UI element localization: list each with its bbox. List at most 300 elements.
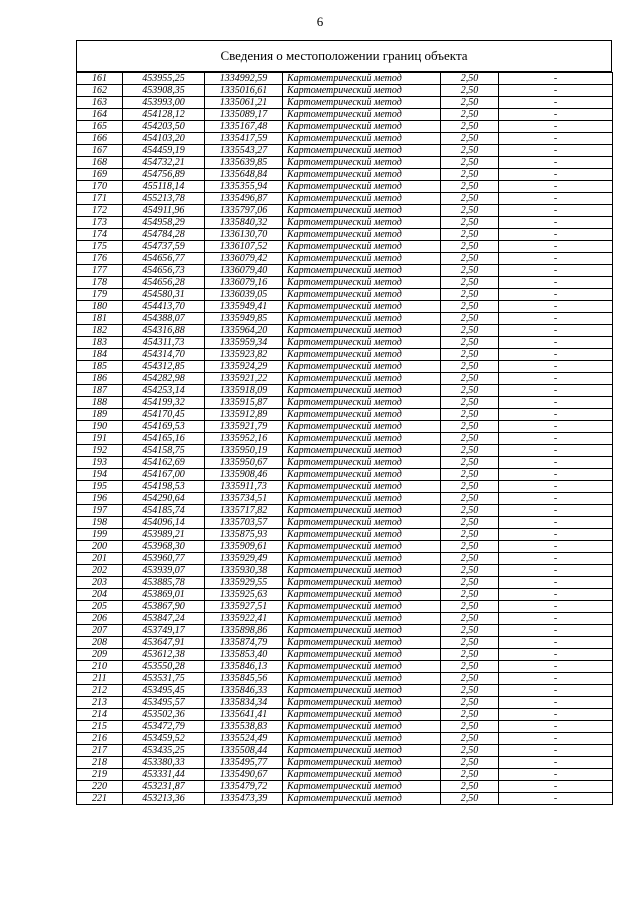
note-cell: -	[499, 229, 613, 241]
y-coordinate-cell: 1335355,94	[205, 181, 283, 193]
note-cell: -	[499, 193, 613, 205]
note-cell: -	[499, 445, 613, 457]
table-row	[77, 781, 613, 793]
accuracy-cell: 2,50	[441, 745, 499, 757]
y-coordinate-cell: 1335950,67	[205, 457, 283, 469]
point-number-cell: 197	[77, 505, 123, 517]
accuracy-cell: 2,50	[441, 769, 499, 781]
method-cell: Картометрический метод	[283, 145, 441, 157]
note-cell: -	[499, 709, 613, 721]
accuracy-cell: 2,50	[441, 289, 499, 301]
accuracy-cell: 2,50	[441, 577, 499, 589]
y-coordinate-cell: 1335797,06	[205, 205, 283, 217]
note-cell: -	[499, 541, 613, 553]
method-cell: Картометрический метод	[283, 277, 441, 289]
accuracy-cell: 2,50	[441, 133, 499, 145]
method-cell: Картометрический метод	[283, 793, 441, 805]
method-cell: Картометрический метод	[283, 769, 441, 781]
point-number-cell: 168	[77, 157, 123, 169]
accuracy-cell: 2,50	[441, 265, 499, 277]
point-number-cell: 190	[77, 421, 123, 433]
note-cell: -	[499, 733, 613, 745]
point-number-cell: 163	[77, 97, 123, 109]
x-coordinate-cell: 454388,07	[123, 313, 205, 325]
note-cell: -	[499, 205, 613, 217]
table-row	[77, 457, 613, 469]
table-row	[77, 337, 613, 349]
y-coordinate-cell: 1335915,87	[205, 397, 283, 409]
y-coordinate-cell: 1335543,27	[205, 145, 283, 157]
x-coordinate-cell: 453989,21	[123, 529, 205, 541]
x-coordinate-cell: 454253,14	[123, 385, 205, 397]
x-coordinate-cell: 453331,44	[123, 769, 205, 781]
note-cell: -	[499, 253, 613, 265]
point-number-cell: 208	[77, 637, 123, 649]
y-coordinate-cell: 1335908,46	[205, 469, 283, 481]
x-coordinate-cell: 453213,36	[123, 793, 205, 805]
table-row	[77, 541, 613, 553]
x-coordinate-cell: 454170,45	[123, 409, 205, 421]
method-cell: Картометрический метод	[283, 649, 441, 661]
point-number-cell: 192	[77, 445, 123, 457]
x-coordinate-cell: 454312,85	[123, 361, 205, 373]
point-number-cell: 203	[77, 577, 123, 589]
method-cell: Картометрический метод	[283, 241, 441, 253]
note-cell: -	[499, 289, 613, 301]
table-row	[77, 313, 613, 325]
table-row	[77, 649, 613, 661]
point-number-cell: 181	[77, 313, 123, 325]
y-coordinate-cell: 1335846,13	[205, 661, 283, 673]
method-cell: Картометрический метод	[283, 493, 441, 505]
note-cell: -	[499, 109, 613, 121]
table-row	[77, 253, 613, 265]
method-cell: Картометрический метод	[283, 109, 441, 121]
note-cell: -	[499, 73, 613, 85]
accuracy-cell: 2,50	[441, 781, 499, 793]
table-row	[77, 721, 613, 733]
method-cell: Картометрический метод	[283, 733, 441, 745]
table-row	[77, 709, 613, 721]
table-row	[77, 745, 613, 757]
x-coordinate-cell: 454198,53	[123, 481, 205, 493]
point-number-cell: 196	[77, 493, 123, 505]
table-row	[77, 325, 613, 337]
point-number-cell: 165	[77, 121, 123, 133]
x-coordinate-cell: 454096,14	[123, 517, 205, 529]
note-cell: -	[499, 277, 613, 289]
method-cell: Картометрический метод	[283, 313, 441, 325]
x-coordinate-cell: 453231,87	[123, 781, 205, 793]
method-cell: Картометрический метод	[283, 637, 441, 649]
accuracy-cell: 2,50	[441, 757, 499, 769]
note-cell: -	[499, 769, 613, 781]
x-coordinate-cell: 453960,77	[123, 553, 205, 565]
table-row	[77, 613, 613, 625]
y-coordinate-cell: 1335918,09	[205, 385, 283, 397]
note-cell: -	[499, 241, 613, 253]
point-number-cell: 214	[77, 709, 123, 721]
table-row	[77, 109, 613, 121]
table-row	[77, 385, 613, 397]
x-coordinate-cell: 454128,12	[123, 109, 205, 121]
y-coordinate-cell: 1335909,61	[205, 541, 283, 553]
accuracy-cell: 2,50	[441, 601, 499, 613]
accuracy-cell: 2,50	[441, 85, 499, 97]
point-number-cell: 161	[77, 73, 123, 85]
accuracy-cell: 2,50	[441, 493, 499, 505]
x-coordinate-cell: 454165,16	[123, 433, 205, 445]
x-coordinate-cell: 455213,78	[123, 193, 205, 205]
method-cell: Картометрический метод	[283, 409, 441, 421]
x-coordinate-cell: 453550,28	[123, 661, 205, 673]
x-coordinate-cell: 454169,53	[123, 421, 205, 433]
y-coordinate-cell: 1335923,82	[205, 349, 283, 361]
accuracy-cell: 2,50	[441, 181, 499, 193]
table-row	[77, 493, 613, 505]
x-coordinate-cell: 453867,90	[123, 601, 205, 613]
method-cell: Картометрический метод	[283, 325, 441, 337]
x-coordinate-cell: 453531,75	[123, 673, 205, 685]
table-row	[77, 229, 613, 241]
accuracy-cell: 2,50	[441, 541, 499, 553]
point-number-cell: 176	[77, 253, 123, 265]
accuracy-cell: 2,50	[441, 397, 499, 409]
note-cell: -	[499, 589, 613, 601]
table-row	[77, 577, 613, 589]
table-row	[77, 157, 613, 169]
point-number-cell: 212	[77, 685, 123, 697]
point-number-cell: 206	[77, 613, 123, 625]
note-cell: -	[499, 301, 613, 313]
x-coordinate-cell: 454290,64	[123, 493, 205, 505]
method-cell: Картометрический метод	[283, 157, 441, 169]
accuracy-cell: 2,50	[441, 661, 499, 673]
note-cell: -	[499, 457, 613, 469]
accuracy-cell: 2,50	[441, 637, 499, 649]
y-coordinate-cell: 1336107,52	[205, 241, 283, 253]
y-coordinate-cell: 1335417,59	[205, 133, 283, 145]
table-row	[77, 349, 613, 361]
accuracy-cell: 2,50	[441, 73, 499, 85]
method-cell: Картометрический метод	[283, 85, 441, 97]
table-row	[77, 733, 613, 745]
method-cell: Картометрический метод	[283, 421, 441, 433]
point-number-cell: 202	[77, 565, 123, 577]
x-coordinate-cell: 453459,52	[123, 733, 205, 745]
table-row	[77, 277, 613, 289]
y-coordinate-cell: 1335929,55	[205, 577, 283, 589]
y-coordinate-cell: 1336079,16	[205, 277, 283, 289]
table-row	[77, 769, 613, 781]
table-row	[77, 433, 613, 445]
point-number-cell: 194	[77, 469, 123, 481]
note-cell: -	[499, 157, 613, 169]
method-cell: Картометрический метод	[283, 205, 441, 217]
method-cell: Картометрический метод	[283, 529, 441, 541]
y-coordinate-cell: 1335840,32	[205, 217, 283, 229]
note-cell: -	[499, 121, 613, 133]
x-coordinate-cell: 453908,35	[123, 85, 205, 97]
note-cell: -	[499, 745, 613, 757]
y-coordinate-cell: 1335912,89	[205, 409, 283, 421]
note-cell: -	[499, 373, 613, 385]
note-cell: -	[499, 721, 613, 733]
accuracy-cell: 2,50	[441, 433, 499, 445]
accuracy-cell: 2,50	[441, 649, 499, 661]
x-coordinate-cell: 453993,00	[123, 97, 205, 109]
method-cell: Картометрический метод	[283, 445, 441, 457]
y-coordinate-cell: 1335925,63	[205, 589, 283, 601]
method-cell: Картометрический метод	[283, 169, 441, 181]
x-coordinate-cell: 453495,45	[123, 685, 205, 697]
y-coordinate-cell: 1335639,85	[205, 157, 283, 169]
y-coordinate-cell: 1335950,19	[205, 445, 283, 457]
x-coordinate-cell: 454958,29	[123, 217, 205, 229]
x-coordinate-cell: 453749,17	[123, 625, 205, 637]
y-coordinate-cell: 1335898,86	[205, 625, 283, 637]
y-coordinate-cell: 1335167,48	[205, 121, 283, 133]
point-number-cell: 210	[77, 661, 123, 673]
y-coordinate-cell: 1335641,41	[205, 709, 283, 721]
point-number-cell: 188	[77, 397, 123, 409]
method-cell: Картометрический метод	[283, 73, 441, 85]
x-coordinate-cell: 455118,14	[123, 181, 205, 193]
x-coordinate-cell: 454311,73	[123, 337, 205, 349]
accuracy-cell: 2,50	[441, 241, 499, 253]
x-coordinate-cell: 454103,20	[123, 133, 205, 145]
table-title: Сведения о местоположении границ объекта	[76, 40, 612, 72]
note-cell: -	[499, 397, 613, 409]
point-number-cell: 178	[77, 277, 123, 289]
x-coordinate-cell: 453612,38	[123, 649, 205, 661]
point-number-cell: 220	[77, 781, 123, 793]
table-row	[77, 169, 613, 181]
accuracy-cell: 2,50	[441, 457, 499, 469]
x-coordinate-cell: 453495,57	[123, 697, 205, 709]
point-number-cell: 209	[77, 649, 123, 661]
x-coordinate-cell: 453472,79	[123, 721, 205, 733]
method-cell: Картометрический метод	[283, 577, 441, 589]
accuracy-cell: 2,50	[441, 337, 499, 349]
x-coordinate-cell: 454732,21	[123, 157, 205, 169]
note-cell: -	[499, 505, 613, 517]
y-coordinate-cell: 1335089,17	[205, 109, 283, 121]
table-row	[77, 685, 613, 697]
point-number-cell: 186	[77, 373, 123, 385]
table-row	[77, 85, 613, 97]
note-cell: -	[499, 85, 613, 97]
table-row	[77, 553, 613, 565]
method-cell: Картометрический метод	[283, 625, 441, 637]
point-number-cell: 173	[77, 217, 123, 229]
point-number-cell: 162	[77, 85, 123, 97]
y-coordinate-cell: 1335911,73	[205, 481, 283, 493]
y-coordinate-cell: 1335930,38	[205, 565, 283, 577]
accuracy-cell: 2,50	[441, 205, 499, 217]
y-coordinate-cell: 1335846,33	[205, 685, 283, 697]
table-row	[77, 97, 613, 109]
note-cell: -	[499, 145, 613, 157]
y-coordinate-cell: 1336079,40	[205, 265, 283, 277]
note-cell: -	[499, 409, 613, 421]
y-coordinate-cell: 1335929,49	[205, 553, 283, 565]
y-coordinate-cell: 1335949,41	[205, 301, 283, 313]
note-cell: -	[499, 697, 613, 709]
y-coordinate-cell: 1335016,61	[205, 85, 283, 97]
method-cell: Картометрический метод	[283, 685, 441, 697]
table-row	[77, 301, 613, 313]
method-cell: Картометрический метод	[283, 505, 441, 517]
y-coordinate-cell: 1335921,79	[205, 421, 283, 433]
method-cell: Картометрический метод	[283, 253, 441, 265]
x-coordinate-cell: 454656,73	[123, 265, 205, 277]
x-coordinate-cell: 454199,32	[123, 397, 205, 409]
accuracy-cell: 2,50	[441, 217, 499, 229]
method-cell: Картометрический метод	[283, 469, 441, 481]
point-number-cell: 179	[77, 289, 123, 301]
note-cell: -	[499, 781, 613, 793]
boundary-coordinates-table	[76, 72, 613, 805]
y-coordinate-cell: 1335921,22	[205, 373, 283, 385]
note-cell: -	[499, 613, 613, 625]
table-row	[77, 397, 613, 409]
boundary-table-sheet	[76, 40, 612, 805]
table-row	[77, 133, 613, 145]
note-cell: -	[499, 565, 613, 577]
x-coordinate-cell: 454784,28	[123, 229, 205, 241]
accuracy-cell: 2,50	[441, 373, 499, 385]
x-coordinate-cell: 453968,30	[123, 541, 205, 553]
method-cell: Картометрический метод	[283, 565, 441, 577]
table-row	[77, 373, 613, 385]
table-row	[77, 205, 613, 217]
point-number-cell: 207	[77, 625, 123, 637]
method-cell: Картометрический метод	[283, 433, 441, 445]
point-number-cell: 184	[77, 349, 123, 361]
point-number-cell: 218	[77, 757, 123, 769]
accuracy-cell: 2,50	[441, 445, 499, 457]
y-coordinate-cell: 1335927,51	[205, 601, 283, 613]
x-coordinate-cell: 453380,33	[123, 757, 205, 769]
x-coordinate-cell: 454459,19	[123, 145, 205, 157]
point-number-cell: 164	[77, 109, 123, 121]
accuracy-cell: 2,50	[441, 529, 499, 541]
note-cell: -	[499, 685, 613, 697]
point-number-cell: 169	[77, 169, 123, 181]
accuracy-cell: 2,50	[441, 301, 499, 313]
y-coordinate-cell: 1335524,49	[205, 733, 283, 745]
method-cell: Картометрический метод	[283, 517, 441, 529]
point-number-cell: 193	[77, 457, 123, 469]
method-cell: Картометрический метод	[283, 553, 441, 565]
method-cell: Картометрический метод	[283, 673, 441, 685]
accuracy-cell: 2,50	[441, 709, 499, 721]
x-coordinate-cell: 453847,24	[123, 613, 205, 625]
table-row	[77, 217, 613, 229]
x-coordinate-cell: 454580,31	[123, 289, 205, 301]
point-number-cell: 215	[77, 721, 123, 733]
x-coordinate-cell: 453939,07	[123, 565, 205, 577]
accuracy-cell: 2,50	[441, 325, 499, 337]
note-cell: -	[499, 553, 613, 565]
table-row	[77, 241, 613, 253]
x-coordinate-cell: 454756,89	[123, 169, 205, 181]
y-coordinate-cell: 1335061,21	[205, 97, 283, 109]
accuracy-cell: 2,50	[441, 793, 499, 805]
method-cell: Картометрический метод	[283, 181, 441, 193]
point-number-cell: 191	[77, 433, 123, 445]
accuracy-cell: 2,50	[441, 589, 499, 601]
method-cell: Картометрический метод	[283, 397, 441, 409]
y-coordinate-cell: 1335834,34	[205, 697, 283, 709]
y-coordinate-cell: 1336039,05	[205, 289, 283, 301]
point-number-cell: 171	[77, 193, 123, 205]
table-row	[77, 565, 613, 577]
page-number: 6	[316, 14, 324, 29]
x-coordinate-cell: 454316,88	[123, 325, 205, 337]
x-coordinate-cell: 453869,01	[123, 589, 205, 601]
table-row	[77, 181, 613, 193]
point-number-cell: 189	[77, 409, 123, 421]
note-cell: -	[499, 313, 613, 325]
method-cell: Картометрический метод	[283, 373, 441, 385]
point-number-cell: 205	[77, 601, 123, 613]
y-coordinate-cell: 1335952,16	[205, 433, 283, 445]
note-cell: -	[499, 217, 613, 229]
accuracy-cell: 2,50	[441, 721, 499, 733]
method-cell: Картометрический метод	[283, 193, 441, 205]
note-cell: -	[499, 433, 613, 445]
note-cell: -	[499, 649, 613, 661]
method-cell: Картометрический метод	[283, 301, 441, 313]
method-cell: Картометрический метод	[283, 385, 441, 397]
point-number-cell: 213	[77, 697, 123, 709]
method-cell: Картометрический метод	[283, 481, 441, 493]
table-row	[77, 697, 613, 709]
y-coordinate-cell: 1335959,34	[205, 337, 283, 349]
table-row	[77, 505, 613, 517]
table-row	[77, 289, 613, 301]
accuracy-cell: 2,50	[441, 169, 499, 181]
point-number-cell: 180	[77, 301, 123, 313]
method-cell: Картометрический метод	[283, 97, 441, 109]
note-cell: -	[499, 625, 613, 637]
x-coordinate-cell: 454656,77	[123, 253, 205, 265]
accuracy-cell: 2,50	[441, 313, 499, 325]
y-coordinate-cell: 1335964,20	[205, 325, 283, 337]
table-row	[77, 361, 613, 373]
accuracy-cell: 2,50	[441, 253, 499, 265]
y-coordinate-cell: 1335874,79	[205, 637, 283, 649]
y-coordinate-cell: 1335538,83	[205, 721, 283, 733]
y-coordinate-cell: 1335949,85	[205, 313, 283, 325]
point-number-cell: 183	[77, 337, 123, 349]
x-coordinate-cell: 453885,78	[123, 577, 205, 589]
point-number-cell: 175	[77, 241, 123, 253]
x-coordinate-cell: 454413,70	[123, 301, 205, 313]
x-coordinate-cell: 454162,69	[123, 457, 205, 469]
accuracy-cell: 2,50	[441, 193, 499, 205]
point-number-cell: 170	[77, 181, 123, 193]
note-cell: -	[499, 169, 613, 181]
accuracy-cell: 2,50	[441, 145, 499, 157]
table-row	[77, 601, 613, 613]
point-number-cell: 182	[77, 325, 123, 337]
accuracy-cell: 2,50	[441, 157, 499, 169]
note-cell: -	[499, 325, 613, 337]
table-body	[77, 73, 613, 805]
